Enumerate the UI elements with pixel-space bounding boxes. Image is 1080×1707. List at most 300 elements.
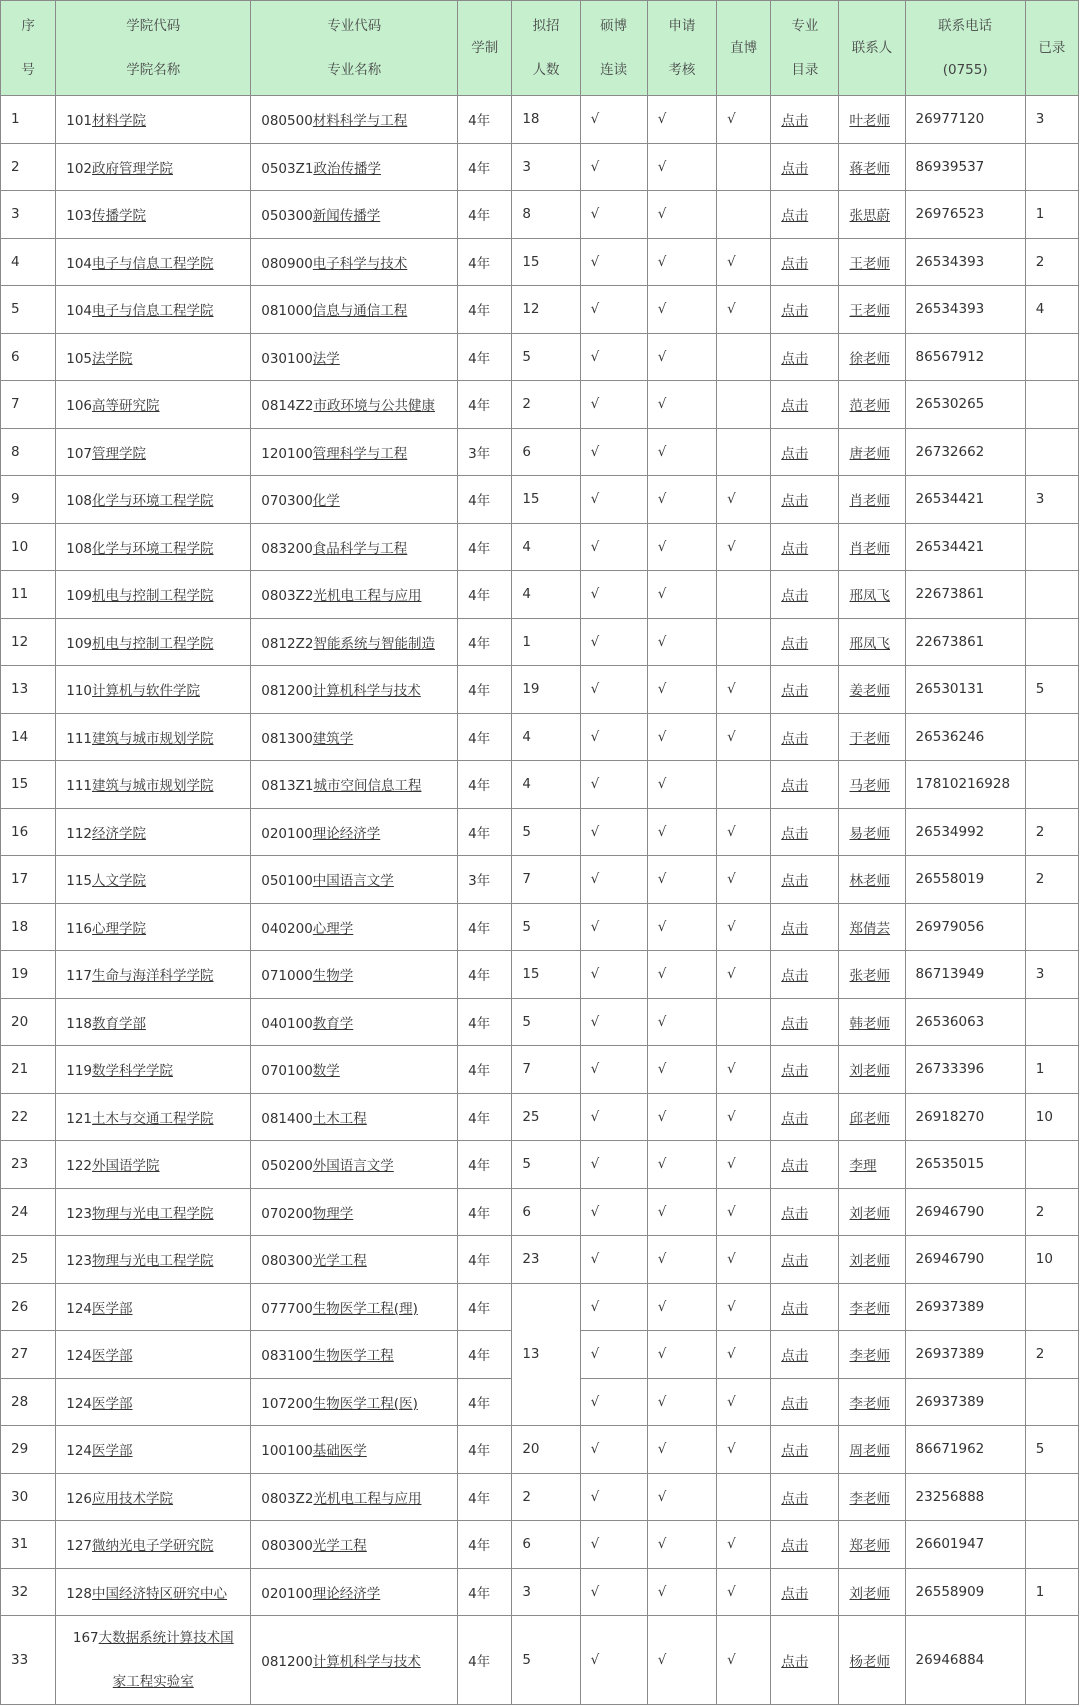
- college-name-link[interactable]: 政府管理学院: [92, 160, 174, 177]
- major-name-link[interactable]: 食品科学与工程: [312, 540, 408, 557]
- college-name-link[interactable]: 教育学部: [92, 1015, 147, 1032]
- catalog-link[interactable]: 点击: [781, 1015, 809, 1032]
- contact-person-link[interactable]: 姜老师: [849, 683, 890, 700]
- cell-seq: 5: [1, 286, 56, 334]
- catalog-link[interactable]: 点击: [781, 920, 809, 937]
- cell-catalog: [771, 428, 839, 476]
- catalog-link[interactable]: 点击: [781, 1158, 809, 1175]
- college-code: 102: [66, 160, 93, 177]
- catalog-link[interactable]: 点击: [781, 398, 809, 415]
- catalog-link[interactable]: 点击: [781, 873, 809, 890]
- major-name-link[interactable]: 化学: [312, 493, 340, 510]
- cell-apply: √: [647, 238, 716, 286]
- major-name-link[interactable]: 智能系统与智能制造: [313, 635, 435, 652]
- contact-person-link[interactable]: 于老师: [849, 730, 890, 747]
- cell-catalog: [771, 476, 839, 524]
- header-master-phd: 硕博 连读: [580, 1, 647, 96]
- major-name-link[interactable]: 计算机科学与技术: [312, 1654, 421, 1670]
- cell-catalog: [771, 1046, 839, 1094]
- cell-direct: √: [717, 1331, 771, 1379]
- college-name-link[interactable]: 微纳光电子学研究院: [92, 1538, 214, 1555]
- major-name-link[interactable]: 生物医学工程(医): [312, 1395, 418, 1412]
- cell-college: [56, 1283, 251, 1331]
- cell-apply: √: [647, 191, 716, 239]
- college-name-link[interactable]: 心理学院: [92, 920, 147, 937]
- major-code: 030100: [261, 350, 313, 367]
- contact-person-link[interactable]: 李老师: [849, 1300, 890, 1317]
- contact-person-link[interactable]: 张老师: [849, 968, 890, 985]
- contact-person-link[interactable]: 蒋老师: [849, 160, 890, 177]
- cell-direct: √: [717, 1141, 771, 1189]
- contact-person-link[interactable]: 杨老师: [849, 1654, 890, 1670]
- cell-major: [251, 618, 458, 666]
- cell-admitted: [1025, 761, 1078, 809]
- cell-quota: 23: [512, 1236, 580, 1284]
- contact-person-link[interactable]: 王老师: [849, 303, 890, 320]
- college-name-link[interactable]: 数学科学学院: [92, 1063, 174, 1080]
- catalog-link[interactable]: 点击: [781, 445, 809, 462]
- major-name-link[interactable]: 光学工程: [312, 1253, 367, 1270]
- major-code: 020100: [261, 825, 313, 842]
- cell-quota: 15: [512, 951, 580, 999]
- catalog-link[interactable]: 点击: [781, 113, 809, 130]
- cell-direct: √: [717, 238, 771, 286]
- college-name-link[interactable]: 计算机与软件学院: [92, 683, 201, 700]
- college-name-link[interactable]: 建筑与城市规划学院: [92, 730, 214, 747]
- college-name-link[interactable]: 电子与信息工程学院: [92, 255, 214, 272]
- major-code: 020100: [261, 1585, 313, 1602]
- cell-duration: 4年: [458, 523, 512, 571]
- contact-person-link[interactable]: 马老师: [849, 778, 890, 795]
- cell-quota: 4: [512, 571, 580, 619]
- contact-person-link[interactable]: 李老师: [849, 1395, 890, 1412]
- catalog-link[interactable]: 点击: [781, 493, 809, 510]
- header-apply: 申请 考核: [647, 1, 716, 96]
- major-name-link[interactable]: 新闻传播学: [312, 208, 381, 225]
- college-name-link[interactable]: 中国经济特区研究中心: [92, 1585, 228, 1602]
- cell-admitted: [1025, 1521, 1078, 1569]
- cell-direct: [717, 1473, 771, 1521]
- major-name-link[interactable]: 政治传播学: [313, 160, 381, 177]
- cell-master-phd: √: [580, 903, 647, 951]
- major-code: 040100: [261, 1015, 313, 1032]
- cell-contact: [839, 381, 905, 429]
- cell-seq: 11: [1, 571, 56, 619]
- cell-major: [251, 1188, 458, 1236]
- catalog-link[interactable]: 点击: [781, 1585, 809, 1602]
- cell-duration: 4年: [458, 1141, 512, 1189]
- major-name-link[interactable]: 数学: [312, 1063, 340, 1080]
- cell-duration: 4年: [458, 238, 512, 286]
- cell-phone: 26536063: [905, 998, 1025, 1046]
- college-code: 167: [72, 1630, 99, 1646]
- cell-catalog: [771, 238, 839, 286]
- cell-college: [56, 1473, 251, 1521]
- cell-contact: [839, 1378, 905, 1426]
- cell-direct: √: [717, 1188, 771, 1236]
- catalog-link[interactable]: 点击: [781, 825, 809, 842]
- cell-duration: 4年: [458, 1188, 512, 1236]
- catalog-link[interactable]: 点击: [781, 588, 809, 605]
- contact-person-link[interactable]: 郑老师: [849, 1538, 890, 1555]
- catalog-link[interactable]: 点击: [781, 1063, 809, 1080]
- cell-quota: 13: [512, 1283, 580, 1426]
- cell-catalog: [771, 523, 839, 571]
- cell-quota: 6: [512, 1188, 580, 1236]
- cell-direct: √: [717, 1521, 771, 1569]
- contact-person-link[interactable]: 徐老师: [849, 350, 890, 367]
- major-code: 077700: [261, 1300, 313, 1317]
- table-row: [1, 1521, 1079, 1569]
- college-name-link[interactable]: 建筑与城市规划学院: [92, 778, 214, 795]
- contact-person-link[interactable]: 刘老师: [849, 1063, 890, 1080]
- catalog-link[interactable]: 点击: [781, 255, 809, 272]
- major-name-link[interactable]: 理论经济学: [312, 1585, 381, 1602]
- cell-admitted: 1: [1025, 191, 1078, 239]
- cell-admitted: [1025, 333, 1078, 381]
- cell-quota: 15: [512, 238, 580, 286]
- cell-phone: 26976523: [905, 191, 1025, 239]
- contact-person-link[interactable]: 李老师: [849, 1490, 890, 1507]
- major-code: 050200: [261, 1158, 313, 1175]
- cell-apply: √: [647, 1568, 716, 1616]
- cell-master-phd: √: [580, 1426, 647, 1474]
- cell-seq: 26: [1, 1283, 56, 1331]
- catalog-link[interactable]: 点击: [781, 1395, 809, 1412]
- major-name-link[interactable]: 管理科学与工程: [312, 445, 408, 462]
- major-name-link[interactable]: 市政环境与公共健康: [313, 398, 435, 415]
- major-name-link[interactable]: 外国语言文学: [312, 1158, 394, 1175]
- college-name-link[interactable]: 管理学院: [92, 445, 147, 462]
- major-name-link[interactable]: 中国语言文学: [312, 873, 394, 890]
- contact-person-link[interactable]: 唐老师: [849, 445, 890, 462]
- college-name-link[interactable]: 医学部: [92, 1348, 133, 1365]
- major-name-link[interactable]: 信息与通信工程: [312, 303, 408, 320]
- cell-phone: 86567912: [905, 333, 1025, 381]
- cell-duration: 4年: [458, 666, 512, 714]
- major-code: 120100: [261, 445, 313, 462]
- major-name-link[interactable]: 计算机科学与技术: [312, 683, 421, 700]
- contact-person-link[interactable]: 范老师: [849, 398, 890, 415]
- cell-catalog: [771, 1473, 839, 1521]
- college-name-link[interactable]: 土木与交通工程学院: [92, 1110, 214, 1127]
- contact-person-link[interactable]: 刘老师: [849, 1205, 890, 1222]
- major-name-link[interactable]: 光机电工程与应用: [313, 588, 422, 605]
- major-name-link[interactable]: 城市空间信息工程: [313, 778, 422, 795]
- college-name-link[interactable]: 医学部: [92, 1395, 133, 1412]
- major-name-link[interactable]: 物理学: [312, 1205, 354, 1222]
- table-row: [1, 1046, 1079, 1094]
- cell-catalog: [771, 761, 839, 809]
- cell-phone: 23256888: [905, 1473, 1025, 1521]
- cell-catalog: [771, 1236, 839, 1284]
- catalog-link[interactable]: 点击: [781, 1205, 809, 1222]
- table-row: [1, 1473, 1079, 1521]
- cell-catalog: [771, 286, 839, 334]
- college-code: 122: [66, 1158, 93, 1175]
- contact-person-link[interactable]: 林老师: [849, 873, 890, 890]
- cell-major: [251, 428, 458, 476]
- cell-contact: [839, 856, 905, 904]
- cell-college: [56, 333, 251, 381]
- cell-phone: 26977120: [905, 96, 1025, 144]
- contact-person-link[interactable]: 李老师: [849, 1348, 890, 1365]
- college-code: 103: [66, 208, 93, 225]
- college-name-link[interactable]: 传播学院: [92, 208, 147, 225]
- catalog-link[interactable]: 点击: [781, 350, 809, 367]
- cell-seq: 6: [1, 333, 56, 381]
- cell-duration: 3年: [458, 856, 512, 904]
- cell-direct: [717, 333, 771, 381]
- cell-master-phd: √: [580, 618, 647, 666]
- cell-direct: [717, 998, 771, 1046]
- contact-person-link[interactable]: 肖老师: [849, 493, 890, 510]
- cell-quota: 5: [512, 1616, 580, 1705]
- cell-phone: 26558019: [905, 856, 1025, 904]
- major-code: 107200: [261, 1395, 313, 1412]
- major-name-link[interactable]: 电子科学与技术: [312, 255, 408, 272]
- cell-duration: 4年: [458, 191, 512, 239]
- major-name-link[interactable]: 材料科学与工程: [312, 113, 408, 130]
- cell-direct: √: [717, 1046, 771, 1094]
- contact-person-link[interactable]: 肖老师: [849, 540, 890, 557]
- cell-college: [56, 96, 251, 144]
- college-name-link[interactable]: 化学与环境工程学院: [92, 540, 214, 557]
- cell-master-phd: √: [580, 238, 647, 286]
- catalog-link[interactable]: 点击: [781, 683, 809, 700]
- catalog-link[interactable]: 点击: [781, 1490, 809, 1507]
- major-code: 081300: [261, 730, 313, 747]
- cell-college: [56, 143, 251, 191]
- college-name-link[interactable]: 医学部: [92, 1300, 133, 1317]
- major-code: 0803Z2: [261, 588, 314, 605]
- contact-person-link[interactable]: 李理: [849, 1158, 877, 1175]
- catalog-link[interactable]: 点击: [781, 160, 809, 177]
- college-name-link[interactable]: 机电与控制工程学院: [92, 635, 214, 652]
- contact-person-link[interactable]: 郑倩芸: [849, 920, 890, 937]
- cell-duration: 4年: [458, 618, 512, 666]
- header-duration: 学制: [458, 1, 512, 96]
- cell-contact: [839, 1568, 905, 1616]
- contact-person-link[interactable]: 韩老师: [849, 1015, 890, 1032]
- major-name-link[interactable]: 心理学: [312, 920, 354, 937]
- college-name-link[interactable]: 应用技术学院: [92, 1490, 174, 1507]
- cell-admitted: [1025, 903, 1078, 951]
- catalog-link[interactable]: 点击: [781, 635, 809, 652]
- cell-seq: 19: [1, 951, 56, 999]
- catalog-link[interactable]: 点击: [781, 208, 809, 225]
- cell-seq: 22: [1, 1093, 56, 1141]
- catalog-link[interactable]: 点击: [781, 1110, 809, 1127]
- cell-seq: 16: [1, 808, 56, 856]
- major-name-link[interactable]: 光机电工程与应用: [313, 1490, 422, 1507]
- cell-quota: 4: [512, 761, 580, 809]
- cell-master-phd: √: [580, 1093, 647, 1141]
- college-name-link[interactable]: 物理与光电工程学院: [92, 1253, 214, 1270]
- cell-quota: 8: [512, 191, 580, 239]
- cell-major: [251, 1378, 458, 1426]
- cell-quota: 2: [512, 1473, 580, 1521]
- cell-apply: √: [647, 1236, 716, 1284]
- college-code: 104: [66, 255, 93, 272]
- contact-person-link[interactable]: 张思蔚: [849, 208, 890, 225]
- cell-master-phd: √: [580, 1188, 647, 1236]
- college-name-link[interactable]: 经济学院: [92, 825, 147, 842]
- table-row: [1, 571, 1079, 619]
- college-name-link[interactable]: 机电与控制工程学院: [92, 588, 214, 605]
- catalog-link[interactable]: 点击: [781, 968, 809, 985]
- major-code: 070100: [261, 1063, 313, 1080]
- college-name-link[interactable]: 物理与光电工程学院: [92, 1205, 214, 1222]
- cell-quota: 6: [512, 428, 580, 476]
- catalog-link[interactable]: 点击: [781, 1654, 809, 1670]
- table-row: [1, 951, 1079, 999]
- cell-major: [251, 856, 458, 904]
- college-name-link[interactable]: 高等研究院: [92, 398, 160, 415]
- table-row: [1, 618, 1079, 666]
- college-name-link[interactable]: 电子与信息工程学院: [92, 303, 214, 320]
- cell-quota: 1: [512, 618, 580, 666]
- cell-contact: [839, 808, 905, 856]
- contact-person-link[interactable]: 易老师: [849, 825, 890, 842]
- cell-phone: 17810216928: [905, 761, 1025, 809]
- header-direct: 直博: [717, 1, 771, 96]
- cell-admitted: [1025, 1283, 1078, 1331]
- cell-catalog: [771, 1093, 839, 1141]
- college-code: 117: [66, 968, 93, 985]
- contact-person-link[interactable]: 叶老师: [849, 113, 890, 130]
- cell-phone: 86939537: [905, 143, 1025, 191]
- cell-apply: √: [647, 951, 716, 999]
- cell-seq: 20: [1, 998, 56, 1046]
- catalog-link[interactable]: 点击: [781, 1253, 809, 1270]
- catalog-link[interactable]: 点击: [781, 303, 809, 320]
- college-name-link[interactable]: 化学与环境工程学院: [92, 493, 214, 510]
- cell-apply: √: [647, 666, 716, 714]
- catalog-link[interactable]: 点击: [781, 1443, 809, 1460]
- catalog-link[interactable]: 点击: [781, 778, 809, 795]
- cell-contact: [839, 96, 905, 144]
- college-name-link[interactable]: 外国语学院: [92, 1158, 160, 1175]
- cell-seq: 28: [1, 1378, 56, 1426]
- catalog-link[interactable]: 点击: [781, 540, 809, 557]
- cell-quota: 4: [512, 713, 580, 761]
- cell-catalog: [771, 903, 839, 951]
- college-name-link[interactable]: 生命与海洋科学学院: [92, 968, 214, 985]
- cell-college: [56, 1378, 251, 1426]
- cell-master-phd: √: [580, 571, 647, 619]
- cell-phone: 26946790: [905, 1236, 1025, 1284]
- college-name-link[interactable]: 材料学院: [92, 113, 147, 130]
- cell-major: [251, 998, 458, 1046]
- cell-contact: [839, 1188, 905, 1236]
- cell-catalog: [771, 1188, 839, 1236]
- major-name-link[interactable]: 光学工程: [312, 1538, 367, 1555]
- cell-master-phd: √: [580, 476, 647, 524]
- cell-quota: 5: [512, 808, 580, 856]
- cell-direct: √: [717, 1236, 771, 1284]
- cell-phone: 22673861: [905, 618, 1025, 666]
- contact-person-link[interactable]: 邢凤飞: [849, 635, 890, 652]
- cell-contact: [839, 713, 905, 761]
- contact-person-link[interactable]: 王老师: [849, 255, 890, 272]
- cell-phone: 26733396: [905, 1046, 1025, 1094]
- catalog-link[interactable]: 点击: [781, 1348, 809, 1365]
- major-code: 083200: [261, 540, 313, 557]
- major-name-link[interactable]: 理论经济学: [312, 825, 381, 842]
- major-name-link[interactable]: 基础医学: [312, 1443, 367, 1460]
- contact-person-link[interactable]: 邢凤飞: [849, 588, 890, 605]
- header-row: [1, 1, 1079, 96]
- cell-catalog: [771, 191, 839, 239]
- cell-seq: 23: [1, 1141, 56, 1189]
- cell-college: [56, 1236, 251, 1284]
- cell-major: [251, 1093, 458, 1141]
- major-name-link[interactable]: 土木工程: [312, 1110, 367, 1127]
- major-name-link[interactable]: 生物医学工程(理): [312, 1300, 418, 1317]
- major-code: 0814Z2: [261, 398, 314, 415]
- catalog-link[interactable]: 点击: [781, 730, 809, 747]
- major-name-link[interactable]: 教育学: [312, 1015, 354, 1032]
- cell-seq: 18: [1, 903, 56, 951]
- college-name-link[interactable]: 法学院: [92, 350, 133, 367]
- contact-person-link[interactable]: 刘老师: [849, 1253, 890, 1270]
- cell-catalog: [771, 381, 839, 429]
- table-row: [1, 713, 1079, 761]
- college-name-link[interactable]: 大数据系统计算技术国家工程实验室: [98, 1630, 234, 1690]
- cell-duration: 4年: [458, 381, 512, 429]
- cell-apply: √: [647, 1426, 716, 1474]
- cell-master-phd: √: [580, 143, 647, 191]
- cell-master-phd: √: [580, 1046, 647, 1094]
- cell-contact: [839, 666, 905, 714]
- cell-master-phd: √: [580, 761, 647, 809]
- college-code: 104: [66, 303, 93, 320]
- cell-duration: 4年: [458, 476, 512, 524]
- contact-person-link[interactable]: 刘老师: [849, 1585, 890, 1602]
- catalog-link[interactable]: 点击: [781, 1538, 809, 1555]
- cell-college: [56, 381, 251, 429]
- cell-master-phd: √: [580, 713, 647, 761]
- major-name-link[interactable]: 生物学: [312, 968, 354, 985]
- college-name-link[interactable]: 医学部: [92, 1443, 133, 1460]
- catalog-link[interactable]: 点击: [781, 1300, 809, 1317]
- cell-seq: 7: [1, 381, 56, 429]
- major-name-link[interactable]: 法学: [312, 350, 340, 367]
- cell-direct: √: [717, 856, 771, 904]
- major-name-link[interactable]: 生物医学工程: [312, 1348, 394, 1365]
- college-code: 112: [66, 825, 93, 842]
- major-name-link[interactable]: 建筑学: [312, 730, 354, 747]
- cell-duration: 4年: [458, 1236, 512, 1284]
- cell-major: [251, 951, 458, 999]
- college-code: 126: [66, 1490, 93, 1507]
- table-row: [1, 476, 1079, 524]
- contact-person-link[interactable]: 周老师: [849, 1443, 890, 1460]
- contact-person-link[interactable]: 邱老师: [849, 1110, 890, 1127]
- cell-admitted: 2: [1025, 1331, 1078, 1379]
- cell-master-phd: √: [580, 1616, 647, 1705]
- major-code: 070200: [261, 1205, 313, 1222]
- table-row: [1, 143, 1079, 191]
- college-code: 124: [66, 1395, 93, 1412]
- cell-admitted: [1025, 428, 1078, 476]
- college-name-link[interactable]: 人文学院: [92, 873, 147, 890]
- cell-phone: 86671962: [905, 1426, 1025, 1474]
- cell-seq: 17: [1, 856, 56, 904]
- cell-admitted: 1: [1025, 1046, 1078, 1094]
- college-code: 123: [66, 1205, 93, 1222]
